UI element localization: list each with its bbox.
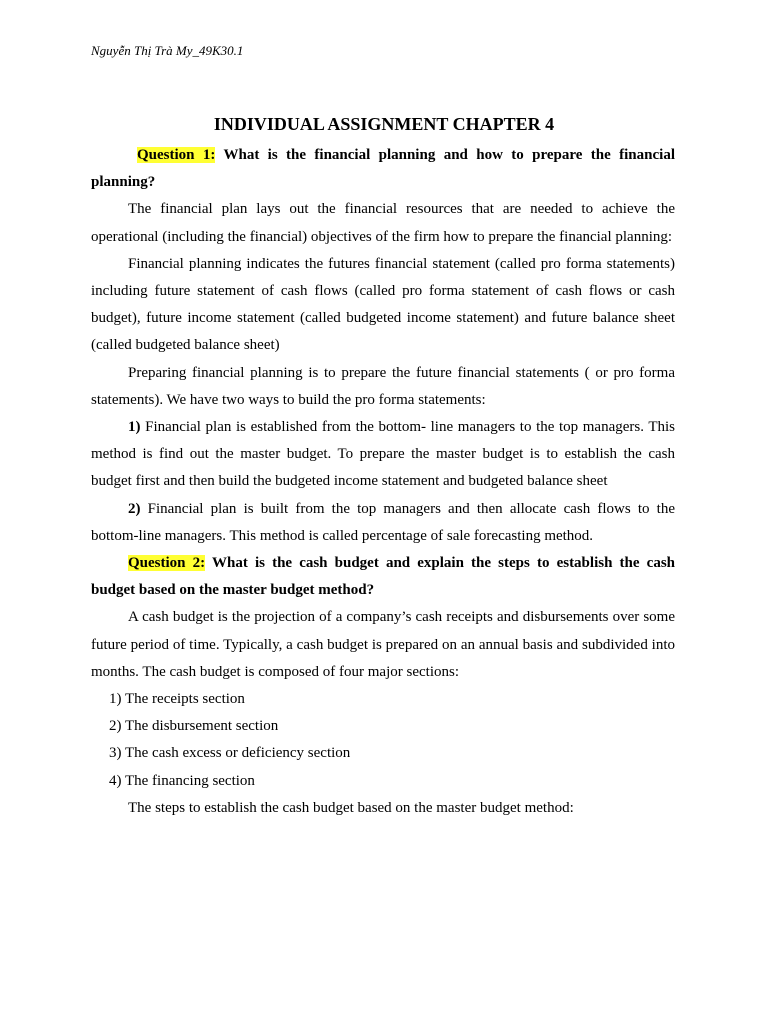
paragraph: Financial planning indicates the futures financial statement (called pro forma statements) including future statement of cash flows (called pro forma statement of cash flows or cash budget), future income statement (called budgeted income statement) and future balance sheet (called budgeted balance sheet) xyxy=(91,255,675,354)
paragraph: A cash budget is the projection of a company’s cash receipts and disbursements over some future period of time. Typically, a cash budget is prepared on an annual basis and subdivided into months. The cash budget is composed of four major sections: xyxy=(91,609,675,680)
author-header: Nguyễn Thị Trà My_49K30.1 xyxy=(91,43,244,58)
paragraph: The steps to establish the cash budget based on the master budget method: xyxy=(128,799,574,816)
question-1 xyxy=(91,142,675,196)
way-text: Financial plan is established from the bottom- line managers to the top managers. This method is find out the master budget. To prepare the master budget is to establish the cash budget first and then build the budgeted income statement and budgeted balance sheet xyxy=(91,419,675,490)
way-item xyxy=(91,414,675,496)
list-item: 3) The cash excess or deficiency section xyxy=(109,745,351,762)
question-2 xyxy=(91,550,675,604)
way-number: 1) xyxy=(128,419,141,436)
question-2-label: Question 2: xyxy=(128,555,206,572)
question-1-label: Question 1: xyxy=(137,147,216,163)
page-title: INDIVIDUAL ASSIGNMENT CHAPTER 4 xyxy=(213,114,555,134)
list-item: 1) The receipts section xyxy=(109,691,245,708)
way-item xyxy=(91,496,675,550)
list-item: 4) The financing section xyxy=(109,772,255,789)
document-body xyxy=(91,142,675,822)
paragraph: The financial plan lays out the financial resources that are needed to achieve the operational (including the financial) objectives of the firm how to prepare the financial planning: xyxy=(91,201,675,245)
paragraph: Preparing financial planning is to prepare the future financial statements ( or pro forma statements). We have two ways to build the pro forma statements: xyxy=(91,364,675,408)
question-1-text: What is the financial planning and how to prepare the financial planning? xyxy=(91,147,675,191)
way-number: 2) xyxy=(128,500,141,517)
way-text: Financial plan is built from the top managers and then allocate cash flows to the bottom-line managers. This method is called percentage of sale forecasting method. xyxy=(91,500,675,544)
question-2-text: What is the cash budget and explain the steps to establish the cash budget based on the master budget method? xyxy=(91,555,675,599)
list-item: 2) The disbursement section xyxy=(109,718,279,735)
